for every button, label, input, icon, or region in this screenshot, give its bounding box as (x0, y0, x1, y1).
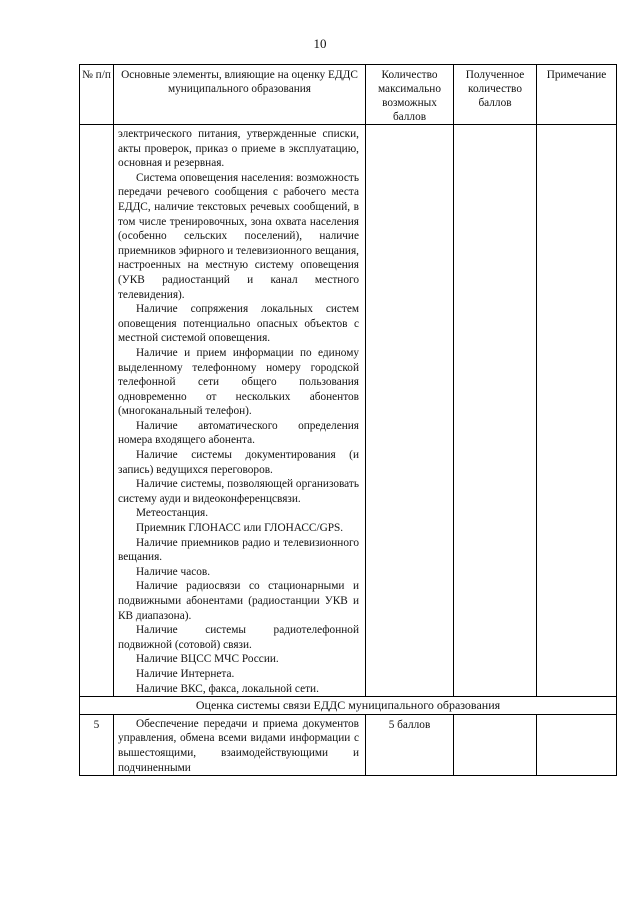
paragraph: Наличие приемников радио и телевизионного вещания. (118, 536, 359, 564)
header-max-points: Количество максимально возможных баллов (366, 65, 454, 125)
paragraph: Система оповещения населения: возможность передачи речевого сообщения с рабочего места ЕДДС, наличие текстовых речевых сообщений, в том числе тренировочных, зона охвата населения (особенно сельских поселений), наличие приемников эфирного и телевизионного вещания, настроенных на местную систему оповещения (УКВ радиостанций и канал местного телевидения). (118, 171, 359, 301)
header-received-points: Полученное количество баллов (454, 65, 537, 125)
table-row-5 (80, 714, 617, 775)
section-title: Оценка системы связи ЕДДС муниципального образования (80, 697, 617, 715)
paragraph: Обеспечение передачи и приема документов управления, обмена всеми видами информации с вышестоящими, взаимодействующими и подчиненными (118, 717, 359, 774)
paragraph: Метеостанция. (136, 507, 209, 520)
paragraph: Наличие системы радиотелефонной подвижной (сотовой) связи. (118, 624, 359, 651)
row-number: 5 (80, 714, 114, 775)
note-value (537, 714, 617, 775)
paragraph: Наличие часов. (136, 565, 211, 578)
cell-received-empty (454, 125, 537, 697)
header-note: Примечание (537, 65, 617, 125)
paragraph: Наличие сопряжения локальных систем оповещения потенциально опасных объектов с местной системой оповещения. (118, 303, 359, 345)
cell-num-empty (80, 125, 114, 697)
page-number: 10 (313, 36, 327, 51)
cell-note-empty (537, 125, 617, 697)
header-elements: Основные элементы, влияющие на оценку ЕДДС муниципального образования (114, 65, 366, 125)
received-points-value (454, 714, 537, 775)
header-num: № п/п (80, 65, 114, 125)
paragraph: Наличие и прием информации по единому выделенному телефонному номеру городской телефонной сети общего пользования одновременно от нескольких абонентов (многоканальный телефон). (118, 346, 359, 418)
section-row (80, 697, 617, 715)
evaluation-table (79, 64, 617, 776)
cell-elements-continued (114, 125, 366, 697)
cell-max-points-empty (366, 125, 454, 697)
paragraph: Наличие системы, позволяющей организовать систему ауди и видеоконференцсвязи. (118, 478, 359, 505)
paragraph: Наличие автоматического определения номера входящего абонента. (118, 419, 359, 447)
paragraph: Наличие Интернета. (136, 667, 235, 680)
paragraph: Наличие радиосвязи со стационарными и подвижными абонентами (радиостанции УКВ и КВ диапазона). (118, 580, 359, 622)
cell-elements-5 (114, 714, 366, 775)
table-row-continued (80, 125, 617, 697)
paragraph: Наличие ВКС, факса, локальной сети. (136, 682, 319, 695)
max-points-value: 5 баллов (366, 714, 454, 775)
paragraph: Приемник ГЛОНАСС или ГЛОНАСС/GPS. (136, 522, 344, 535)
paragraph: Наличие ВЦСС МЧС России. (136, 653, 279, 666)
paragraph: электрического питания, утвержденные списки, акты проверок, приказ о приеме в эксплуатацию, основная и резервная. (118, 128, 359, 170)
table-header-row (80, 65, 617, 125)
paragraph: Наличие системы документирования (и запись) ведущихся переговоров. (118, 449, 359, 476)
